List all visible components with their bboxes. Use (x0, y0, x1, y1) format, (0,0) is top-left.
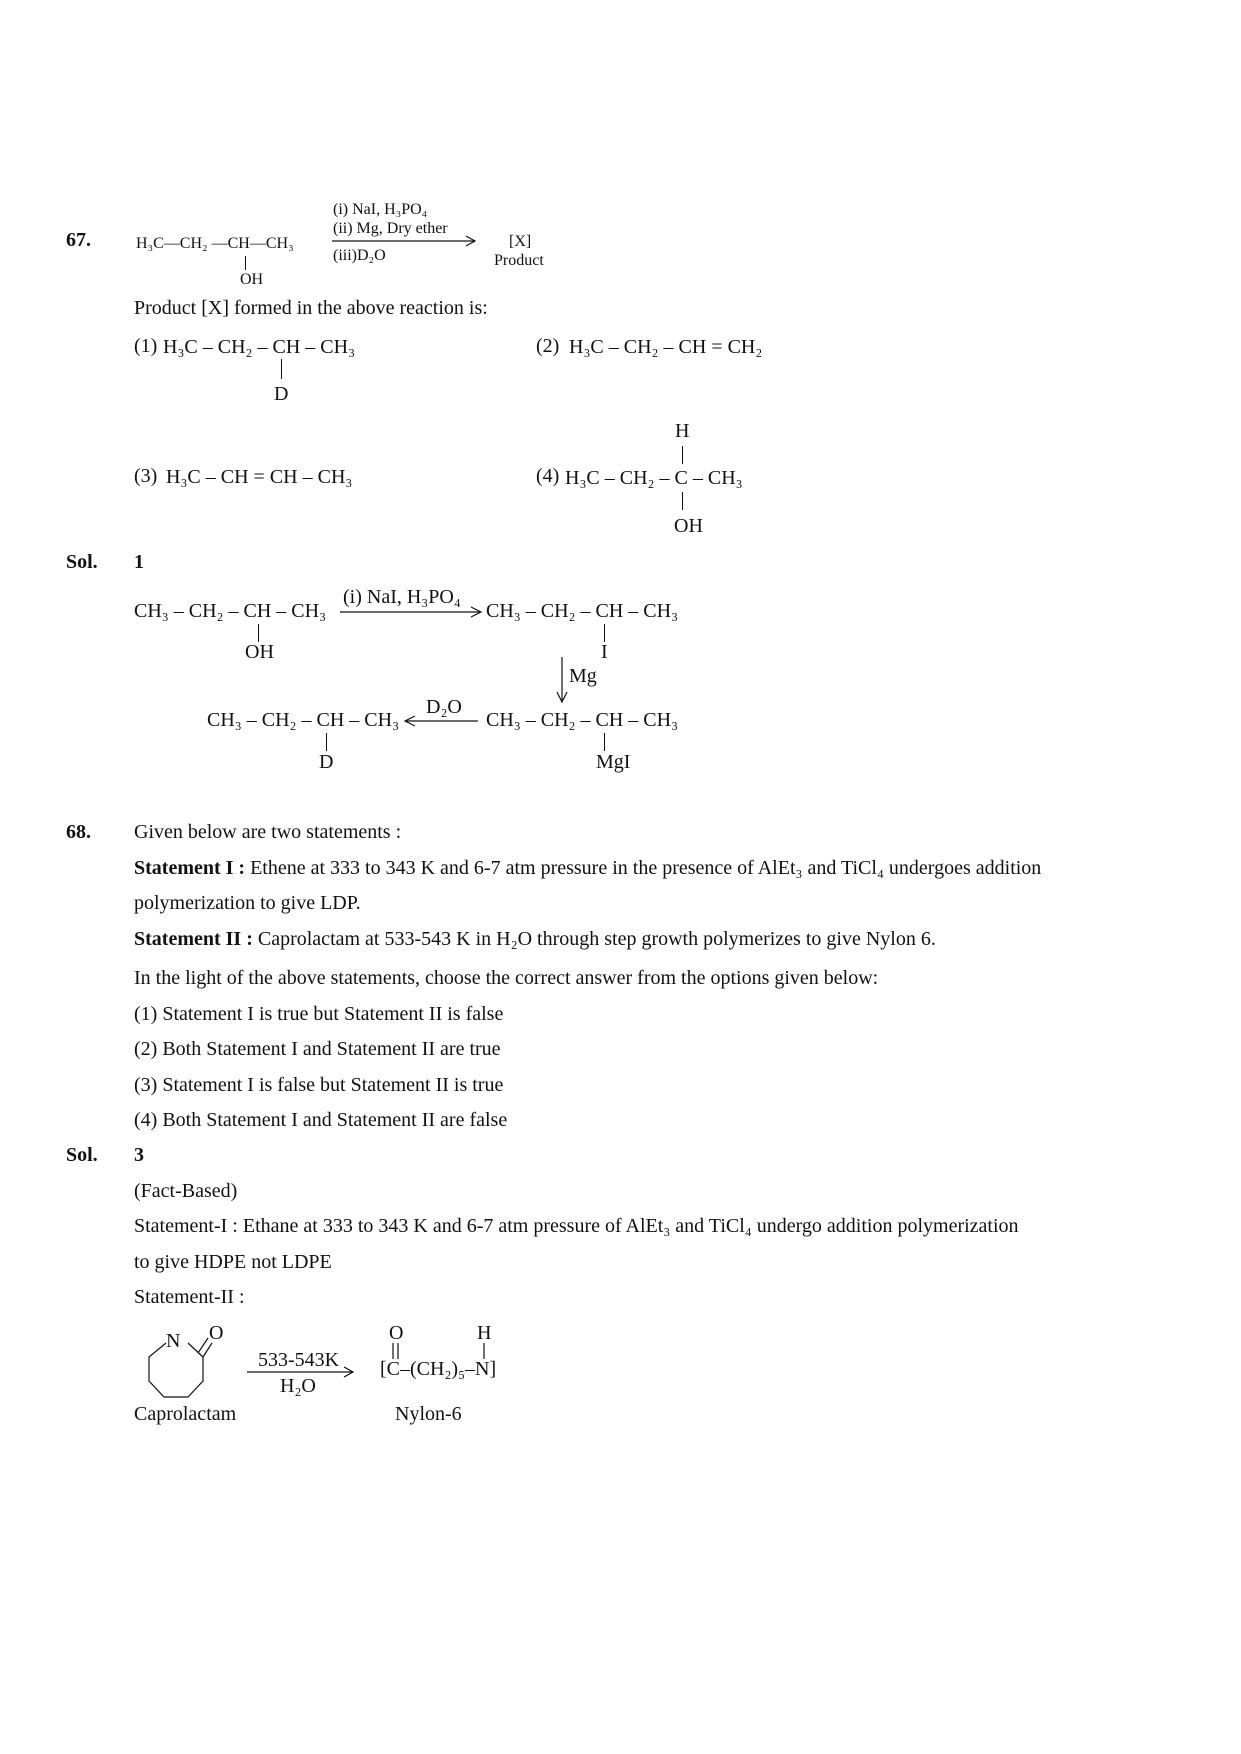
statement-2-label: Statement II : (134, 928, 253, 950)
question-number-67: 67. (66, 229, 91, 251)
product-label: [X] (509, 233, 532, 250)
reagent-1: (i) NaI, H₃PO₄ (333, 201, 428, 218)
scheme-step-4: CH₃ – CH₂ – CH – CH₃ (207, 709, 400, 731)
q68-prompt: In the light of the above statements, choose the correct answer from the options given below: (134, 967, 879, 989)
explanation-1: Statement-I : Ethane at 333 to 343 K and 6-7 atm pressure of AlEt₃ and TiCl₄ undergo addition polymerization (134, 1215, 1019, 1237)
scheme-reagent-3: D₂O (426, 696, 462, 718)
answer-value: 1 (134, 551, 144, 573)
option-formula: H₃C – CH = CH – CH₃ (166, 466, 353, 488)
scheme-reagent-1: (i) NaI, H₃PO₄ (343, 586, 461, 608)
option-formula: H₃C – CH₂ – C – CH₃ (565, 467, 743, 489)
statement-1-text: Ethene at 333 to 343 K and 6-7 atm pressure in the presence of AlEt₃ and TiCl₄ undergoes addition (245, 857, 1042, 879)
option-sub: D (274, 383, 289, 405)
carbonyl-oxygen: O (209, 1322, 224, 1344)
statement-1-label: Statement I : (134, 857, 246, 879)
scheme-step-2-sub: I (601, 641, 608, 663)
scheme-step-1: CH₃ – CH₂ – CH – CH₃ (134, 600, 327, 622)
nylon-repeat-unit: [C–(CH₂)₅–N] (380, 1358, 497, 1380)
solution-label: Sol. (66, 551, 98, 573)
solution-label: Sol. (66, 1144, 98, 1166)
polymer-oxygen: O (389, 1322, 404, 1344)
q68-intro: Given below are two statements : (134, 821, 402, 843)
reagent-3: (iii)D₂O (333, 247, 386, 264)
ring-bonds (149, 1343, 203, 1397)
scheme-step-4-sub: D (319, 751, 334, 773)
option-label: (4) (536, 465, 560, 487)
option-label: (2) (536, 335, 560, 357)
fact-based-note: (Fact-Based) (134, 1180, 238, 1202)
q67-question: Product [X] formed in the above reaction is: (134, 297, 488, 319)
scheme-step-1-sub: OH (245, 641, 274, 663)
scheme-step-3: CH₃ – CH₂ – CH – CH₃ (486, 709, 679, 731)
explanation-2: Statement-II : (134, 1286, 245, 1308)
question-number-68: 68. (66, 821, 91, 843)
reagent-2: (ii) Mg, Dry ether (333, 220, 448, 237)
option-formula: H₃C – CH₂ – CH – CH₃ (163, 336, 356, 358)
statement-2-text: Caprolactam at 533-543 K in H₂O through step growth polymerizes to give Nylon 6. (252, 928, 936, 950)
option-label: (1) (134, 335, 158, 357)
polymer-hydrogen: H (477, 1322, 492, 1344)
q68-option-4: (4) Both Statement I and Statement II are false (134, 1109, 508, 1131)
reactant-formula: H₃C—CH₂ —CH—CH₃ (136, 235, 294, 252)
condition-water: H₂O (280, 1375, 316, 1397)
explanation-1-cont: to give HDPE not LDPE (134, 1251, 332, 1273)
scheme-reagent-2: Mg (569, 665, 597, 687)
q68-option-3: (3) Statement I is false but Statement II is true (134, 1074, 504, 1096)
answer-value: 3 (134, 1144, 144, 1166)
option-top: H (675, 420, 690, 442)
option-label: (3) (134, 465, 158, 487)
option-formula: H₃C – CH₂ – CH = CH₂ (569, 336, 763, 358)
nylon-6-label: Nylon-6 (395, 1403, 462, 1425)
option-sub: OH (674, 515, 703, 537)
product-caption: Product (494, 252, 544, 269)
statement-1-cont: polymerization to give LDP. (134, 892, 361, 914)
caprolactam-label: Caprolactam (134, 1403, 237, 1425)
carbonyl-bond (203, 1343, 212, 1357)
q68-option-2: (2) Both Statement I and Statement II are true (134, 1038, 501, 1060)
condition-temperature: 533-543K (258, 1349, 340, 1371)
scheme-step-2: CH₃ – CH₂ – CH – CH₃ (486, 600, 679, 622)
reactant-oh: OH (240, 271, 264, 288)
ring-nitrogen: N (166, 1330, 181, 1352)
q68-option-1: (1) Statement I is true but Statement II is false (134, 1003, 504, 1025)
scheme-step-3-sub: MgI (596, 751, 631, 773)
